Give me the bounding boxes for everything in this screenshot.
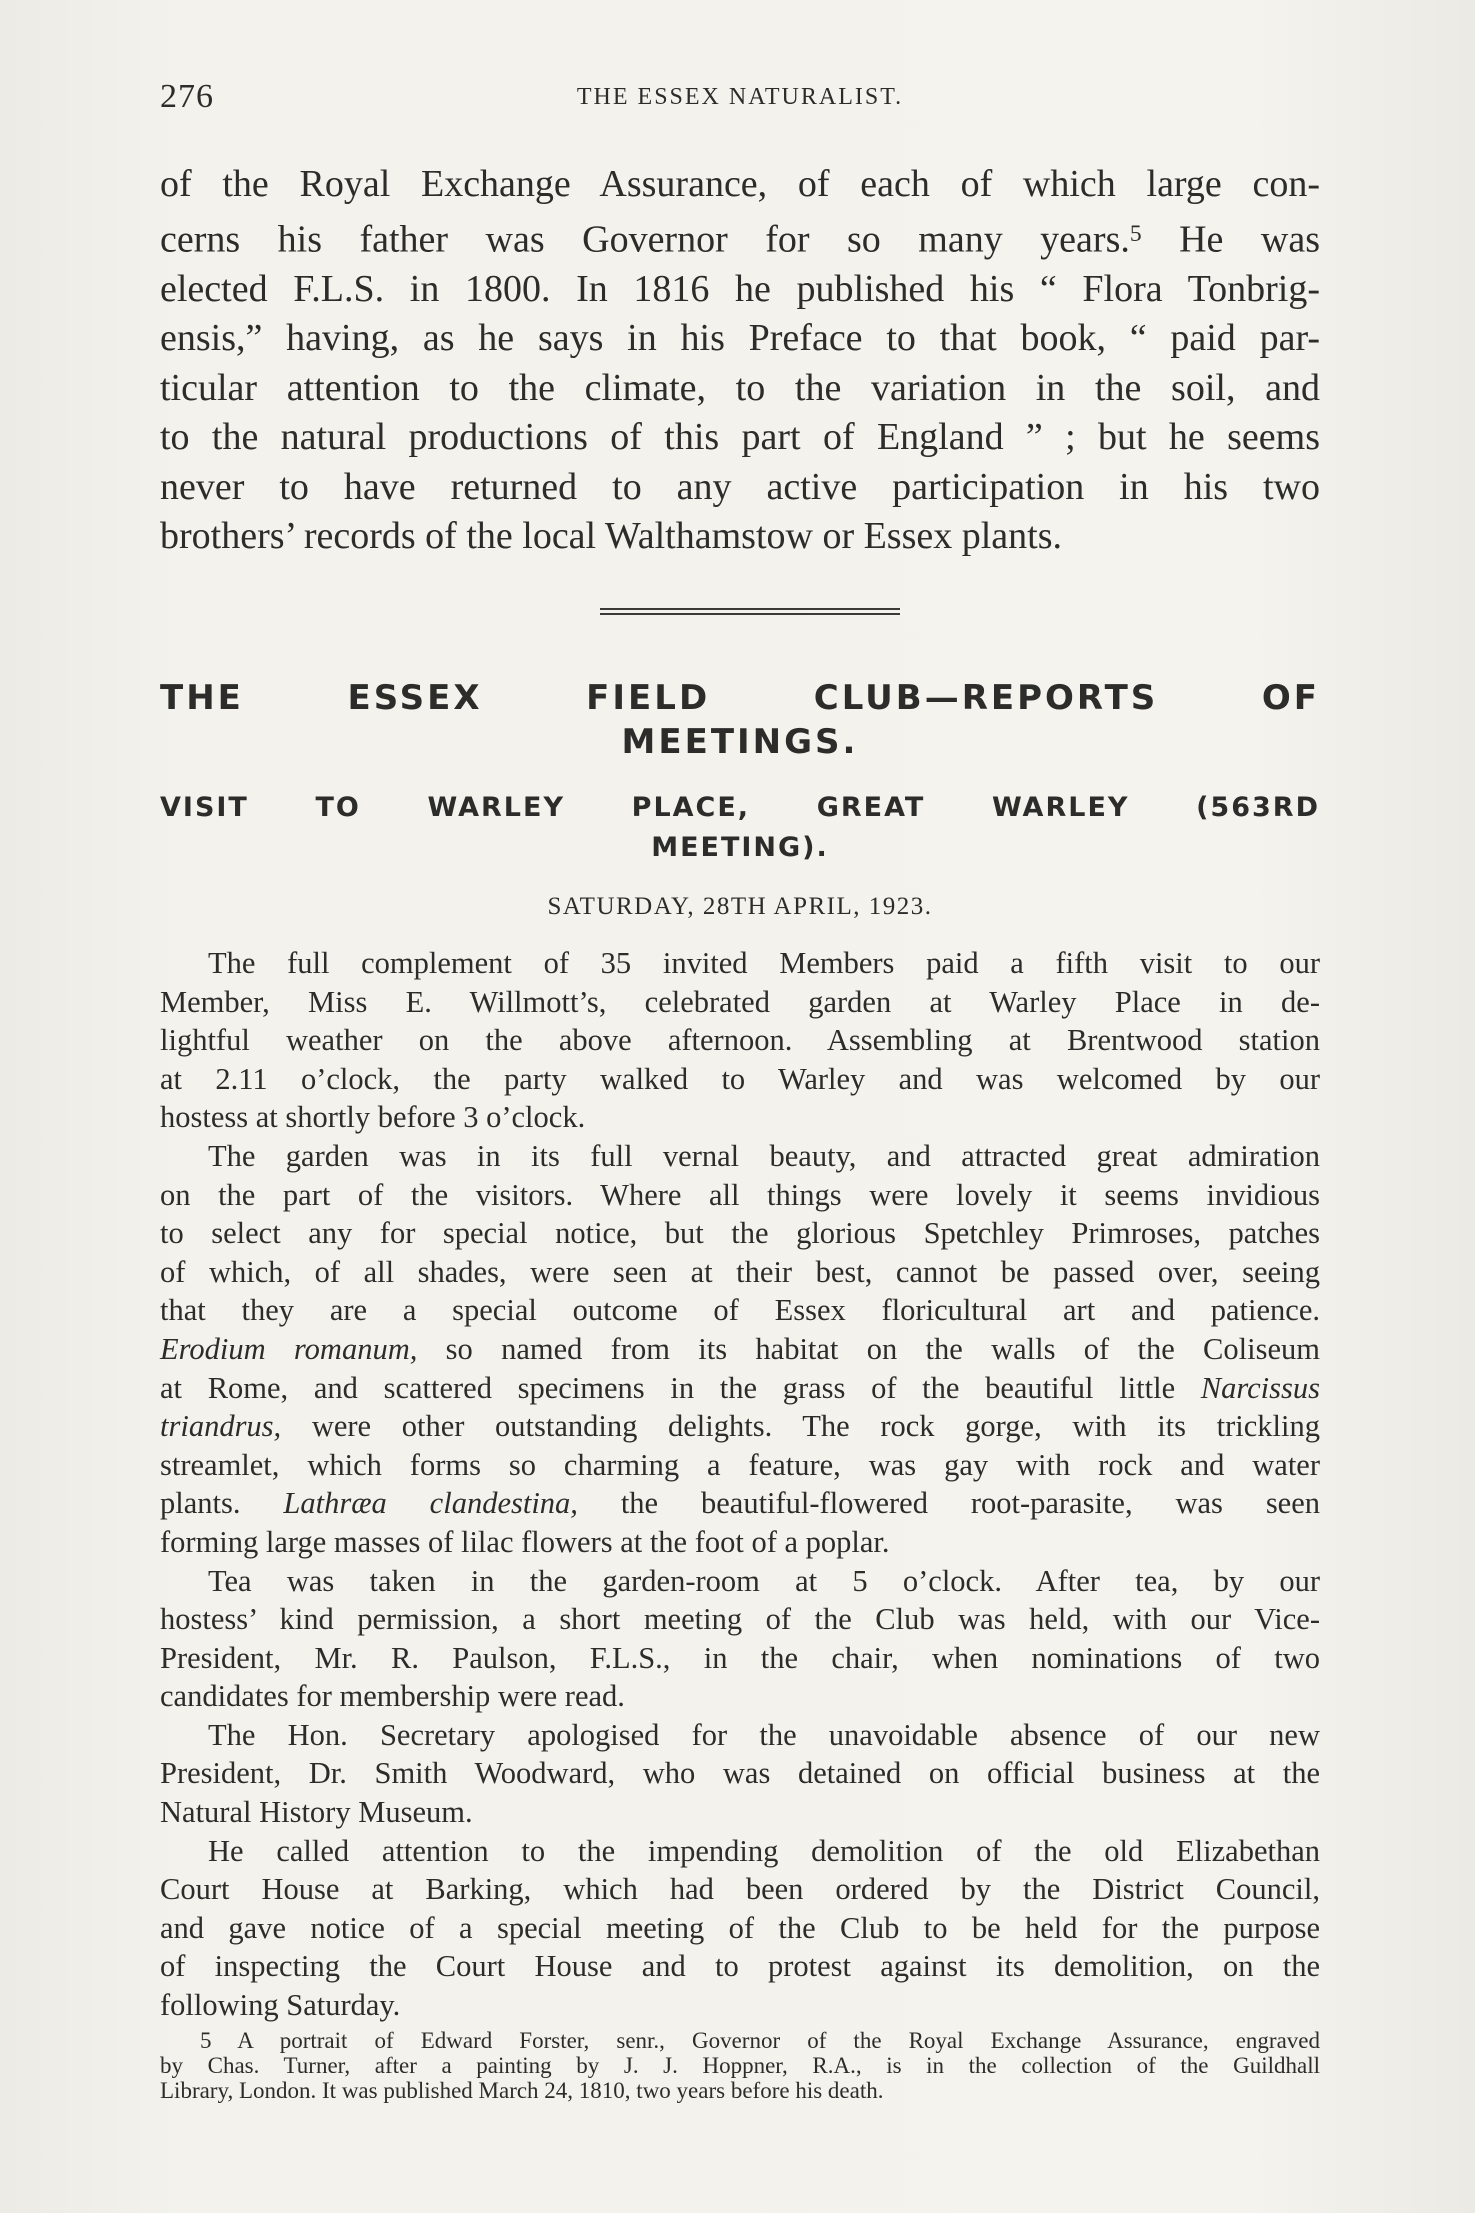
text-line: ensis,” having, as he says in his Preface to that book, “ paid par- (160, 317, 1320, 360)
text-line: hostess’ kind permission, a short meeting of the Club was held, with our Vice- (160, 1602, 1320, 1637)
running-title: THE ESSEX NATURALIST. (576, 84, 904, 110)
text-line: elected F.L.S. in 1800. In 1816 he published his “ Flora Tonbrig- (160, 267, 1320, 310)
subheading-line: VISIT TO WARLEY PLACE, GREAT WARLEY (563RD (160, 792, 1320, 823)
text-line: at 2.11 o’clock, the party walked to Warley and was welcomed by our (160, 1061, 1320, 1096)
text-line (160, 1407, 1320, 1446)
page-number: 276 (160, 78, 214, 115)
text-line: of inspecting the Court House and to protest against its demolition, on the (160, 1949, 1320, 1984)
text-fragment: at Rome, and scattered specimens in the grass of the beautiful little (160, 1370, 1201, 1405)
text-line: following Saturday. (160, 1988, 401, 2023)
text-line: hostess at shortly before 3 o’clock. (160, 1100, 586, 1135)
text-fragment: were other outstanding delights. The rock gorge, with its trickling (281, 1409, 1320, 1444)
footnote (160, 2028, 1320, 2103)
text-line: of the Royal Exchange Assurance, of each of which large con- (160, 163, 1320, 205)
footnote-line: by Chas. Turner, after a painting by J. J. Hoppner, R.A., is in the collection of the Guildhall (160, 2053, 1320, 2078)
text-line: Court House at Barking, which had been ordered by the District Council, (160, 1872, 1320, 1907)
text-line: President, Mr. R. Paulson, F.L.S., in the chair, when nominations of two (160, 1640, 1320, 1675)
report-paragraph (160, 1137, 1320, 1562)
footnote-marker: 5 (1129, 220, 1142, 247)
text-fragment: so named from its habitat on the walls of the Coliseum (417, 1331, 1320, 1366)
text-fragment: He was (1141, 218, 1321, 261)
text-line (160, 210, 1320, 265)
text-line: President, Dr. Smith Woodward, who was detained on official business at the (160, 1756, 1320, 1791)
text-line: He called attention to the impending demolition of the old Elizabethan (208, 1833, 1320, 1868)
report-paragraph (160, 944, 1320, 1137)
report-paragraph (160, 1716, 1320, 1832)
text-line: on the part of the visitors. Where all things were lovely it seems invidious (160, 1177, 1320, 1212)
text-line: never to have returned to any active participation in his two (160, 465, 1320, 508)
text-line: and gave notice of a special meeting of the Club to be held for the purpose (160, 1910, 1320, 1945)
footnote-line: Library, London. It was published March 24, 1810, two years before his death. (160, 2078, 884, 2103)
meeting-report (160, 944, 1320, 2025)
text-line: forming large masses of lilac flowers at the foot of a poplar. (160, 1524, 890, 1559)
text-line: candidates for membership were read. (160, 1679, 625, 1714)
species-name: Lathræa clandestina, (283, 1486, 578, 1521)
text-line: of which, of all shades, were seen at their best, cannot be passed over, seeing (160, 1254, 1320, 1289)
text-line: lightful weather on the above afternoon. Assembling at Brentwood station (160, 1023, 1320, 1058)
text-line: Member, Miss E. Willmott’s, celebrated garden at Warley Place in de- (160, 984, 1320, 1019)
text-line (160, 1369, 1320, 1408)
divider-line (600, 608, 900, 610)
text-line: Natural History Museum. (160, 1795, 473, 1830)
text-line: to the natural productions of this part of England ” ; but he seems (160, 416, 1320, 459)
meeting-date: SATURDAY, 28TH APRIL, 1923. (547, 893, 933, 920)
species-name: Erodium romanum, (160, 1331, 418, 1366)
text-line (160, 1484, 1320, 1523)
text-line: that they are a special outcome of Essex floricultural art and patience. (160, 1293, 1320, 1328)
text-line: streamlet, which forms so charming a feature, was gay with rock and water (160, 1447, 1320, 1482)
text-line: Tea was taken in the garden-room at 5 o’clock. After tea, by our (208, 1563, 1320, 1598)
text-line: brothers’ records of the local Walthamstow or Essex plants. (160, 515, 1063, 558)
divider-line (600, 613, 900, 615)
heading-line: THE ESSEX FIELD CLUB—REPORTS OF (160, 678, 1320, 718)
species-name: Narcissus (1200, 1370, 1320, 1405)
section-heading (160, 676, 1320, 764)
meeting-subheading (160, 788, 1320, 868)
intro-paragraph (160, 160, 1320, 562)
text-line (160, 1330, 1320, 1369)
text-fragment: plants. (160, 1486, 284, 1521)
text-fragment: cerns his father was Governor for so many years. (160, 218, 1130, 261)
text-line: The garden was in its full vernal beauty, and attracted great admiration (208, 1138, 1320, 1173)
footnote-line: 5 A portrait of Edward Forster, senr., Governor of the Royal Exchange Assurance, engraved (200, 2028, 1320, 2053)
species-name: triandrus, (160, 1409, 282, 1444)
report-paragraph (160, 1562, 1320, 1716)
text-line: The Hon. Secretary apologised for the unavoidable absence of our new (208, 1717, 1320, 1752)
heading-line: MEETINGS. (621, 722, 859, 762)
text-line: to select any for special notice, but the glorious Spetchley Primroses, patches (160, 1216, 1320, 1251)
section-divider (600, 608, 900, 616)
report-paragraph (160, 1832, 1320, 2025)
running-head (160, 78, 1320, 118)
text-line: The full complement of 35 invited Members paid a fifth visit to our (208, 946, 1320, 980)
text-line: ticular attention to the climate, to the variation in the soil, and (160, 366, 1320, 409)
text-fragment: the beautiful-flowered root-parasite, was seen (577, 1486, 1321, 1521)
subheading-line: MEETING). (651, 832, 829, 863)
